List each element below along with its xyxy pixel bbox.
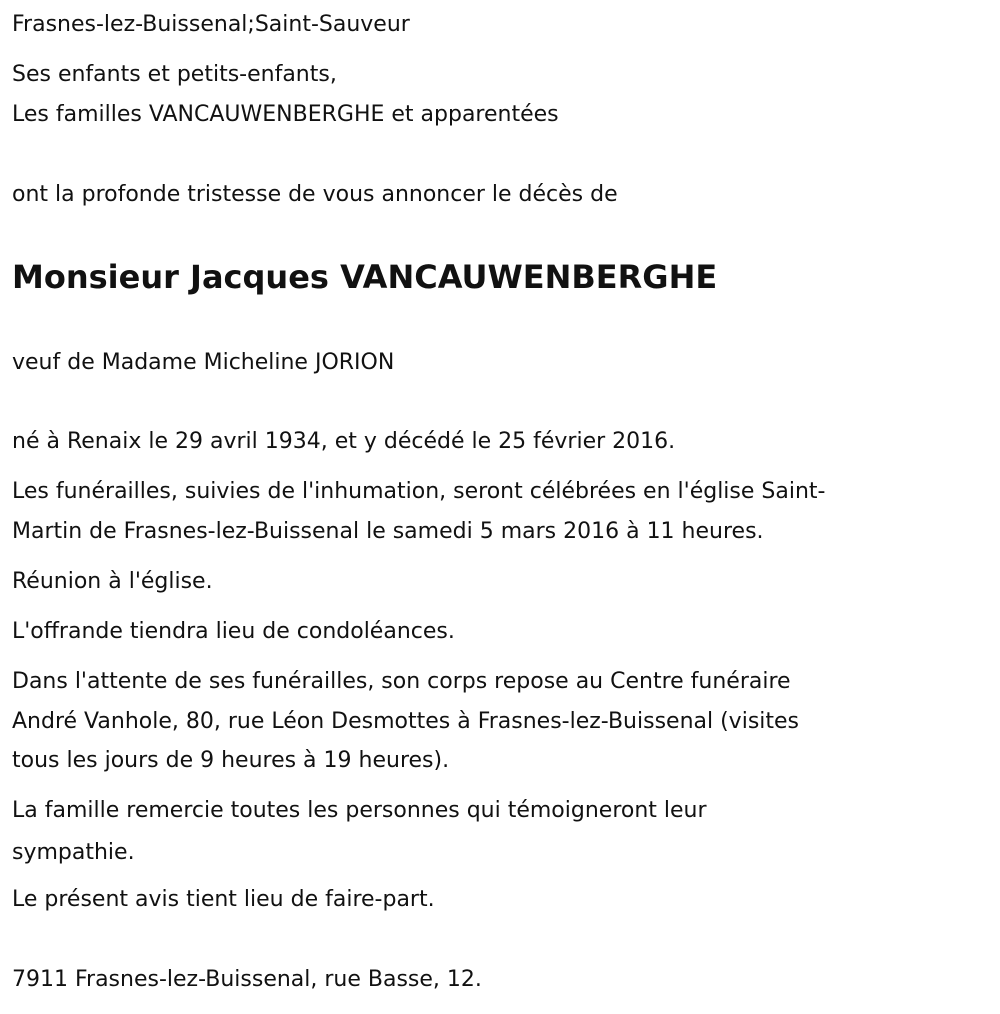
- offering: L'offrande tiendra lieu de condoléances.: [12, 619, 455, 644]
- family-line-2: Les familles VANCAUWENBERGHE et apparentées: [12, 102, 559, 127]
- spouse: veuf de Madame Micheline JORION: [12, 350, 395, 375]
- funeral-details: Les funérailles, suivies de l'inhumation, seront célébrées en l'église Saint- Martin de Frasnes-lez-Buissenal le samedi 5 mars 2016 à 11 heures.: [12, 479, 826, 544]
- family-line-1: Ses enfants et petits-enfants,: [12, 62, 337, 87]
- thanks: La famille remercie toutes les personnes qui témoigneront leur sympathie.: [12, 798, 707, 865]
- birth-death: né à Renaix le 29 avril 1934, et y décédé le 25 février 2016.: [12, 429, 676, 454]
- announcement: ont la profonde tristesse de vous annoncer le décès de: [12, 182, 618, 207]
- location: Frasnes-lez-Buissenal;Saint-Sauveur: [12, 12, 410, 37]
- viewing-details: Dans l'attente de ses funérailles, son corps repose au Centre funéraire André Vanhole, 80, rue Léon Desmottes à Frasnes-lez-Buissenal (visites tous les jours de 9 heures à 19 heures).: [12, 669, 800, 773]
- meeting: Réunion à l'église.: [12, 569, 213, 594]
- deceased-name: Monsieur Jacques VANCAUWENBERGHE: [12, 258, 718, 296]
- notice: Le présent avis tient lieu de faire-part.: [12, 887, 435, 912]
- address: 7911 Frasnes-lez-Buissenal, rue Basse, 12.: [12, 967, 482, 992]
